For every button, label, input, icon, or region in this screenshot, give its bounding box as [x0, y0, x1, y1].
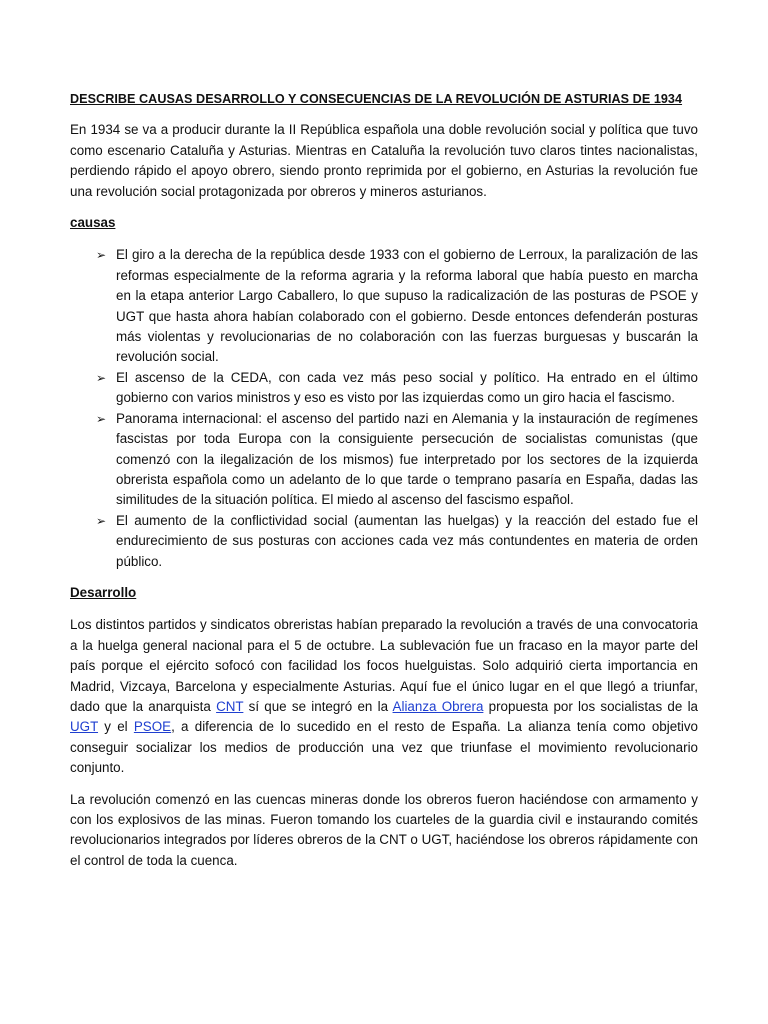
cnt-link[interactable]: CNT	[216, 698, 244, 714]
arrow-bullet-icon: ➢	[96, 370, 107, 385]
arrow-bullet-icon: ➢	[96, 411, 107, 426]
causas-list	[70, 245, 698, 572]
alianza-obrera-link[interactable]: Alianza Obrera	[392, 698, 484, 714]
desarrollo-heading: Desarrollo	[70, 584, 137, 600]
intro-paragraph: En 1934 se va a producir durante la II República española una doble revolución social y política que tuvo como escenario Cataluña y Asturias. Mientras en Cataluña la revolución tuvo claros tintes nacionalistas, perdiendo rápido el apoyo obrero, siendo pronto reprimida por el gobierno, en Asturias la revolución fue una revolución social protagonizada por obreros y mineros asturianos.	[70, 122, 698, 199]
desarrollo-text: propuesta por los socialistas de la	[483, 698, 698, 714]
causa-item	[70, 409, 698, 511]
causa-text: El ascenso de la CEDA, con cada vez más peso social y político. Ha entrado en el último gobierno con varios ministros y eso es visto por las izquierdas como un giro hacia el fascismo.	[116, 369, 698, 406]
causas-heading: causas	[70, 215, 116, 231]
desarrollo-text: y el	[98, 719, 134, 735]
desarrollo-text: sí que se integró en la	[243, 698, 393, 714]
desarrollo-paragraph-2: La revolución comenzó en las cuencas mineras donde los obreros fueron haciéndose con armamento y con los explosivos de las minas. Fueron tomando los cuarteles de la guardia civil e instaurando comités revolucionarios integrados por líderes obreros de la CNT o UGT, haciéndose los obreros rápidamente con el control de toda la cuenca.	[70, 791, 698, 868]
arrow-bullet-icon: ➢	[96, 248, 107, 263]
causa-text: El giro a la derecha de la república desde 1933 con el gobierno de Lerroux, la paralización de las reformas especialmente de la reforma agraria y la reforma laboral que había puesto en marcha en la etapa anterior Largo Caballero, lo que supuso la radicalización de las posturas de PSOE y UGT que hasta ahora habían colaborado con el gobierno. Desde entonces defenderán posturas más violentas y revolucionarias de no colaboración con las fuerzas burguesas y buscarán la revolución social.	[116, 247, 698, 365]
desarrollo-text: , a diferencia de lo sucedido en el resto de España. La alianza tenía como objetivo conseguir socializar los medios de producción una vez que triunfase el movimiento revolucionario conjunto.	[70, 719, 698, 776]
ugt-link[interactable]: UGT	[70, 719, 99, 735]
causa-item	[70, 368, 698, 409]
causa-item	[70, 245, 698, 367]
causa-text: Panorama internacional: el ascenso del partido nazi en Alemania y la instauración de regímenes fascistas por toda Europa con la consiguiente persecución de socialistas comunistas (que comenzó con la ilegalización de los mismos) fue interpretado por los sectores de la izquierda obrerista española como un adelanto de lo que tarde o temprano pasaría en España, dadas las similitudes de la situación política. El miedo al ascenso del fascismo español.	[116, 410, 698, 508]
psoe-link[interactable]: PSOE	[133, 719, 172, 735]
desarrollo-paragraph-1	[70, 615, 698, 778]
document-title: DESCRIBE CAUSAS DESARROLLO Y CONSECUENCIAS DE LA REVOLUCIÓN DE ASTURIAS DE 1934	[70, 92, 683, 106]
causa-item	[70, 511, 698, 572]
document-body	[70, 89, 698, 871]
arrow-bullet-icon: ➢	[96, 513, 107, 528]
causa-text: El aumento de la conflictividad social (aumentan las huelgas) y la reacción del estado fue el endurecimiento de sus posturas con acciones cada vez más contundentes en materia de orden público.	[116, 512, 698, 569]
desarrollo-text: Los distintos partidos y sindicatos obreristas habían preparado la revolución a través de una convocatoria a la huelga general nacional para el 5 de octubre. La sublevación fue un fracaso en la mayor parte del país porque el ejército sofocó con facilidad los focos huelguistas. Solo adquirió cierta importancia en Madrid, Vizcaya, Barcelona y especialmente Asturias. Aquí fue el único lugar en el que llegó a triunfar, dado que la anarquista	[70, 617, 698, 714]
